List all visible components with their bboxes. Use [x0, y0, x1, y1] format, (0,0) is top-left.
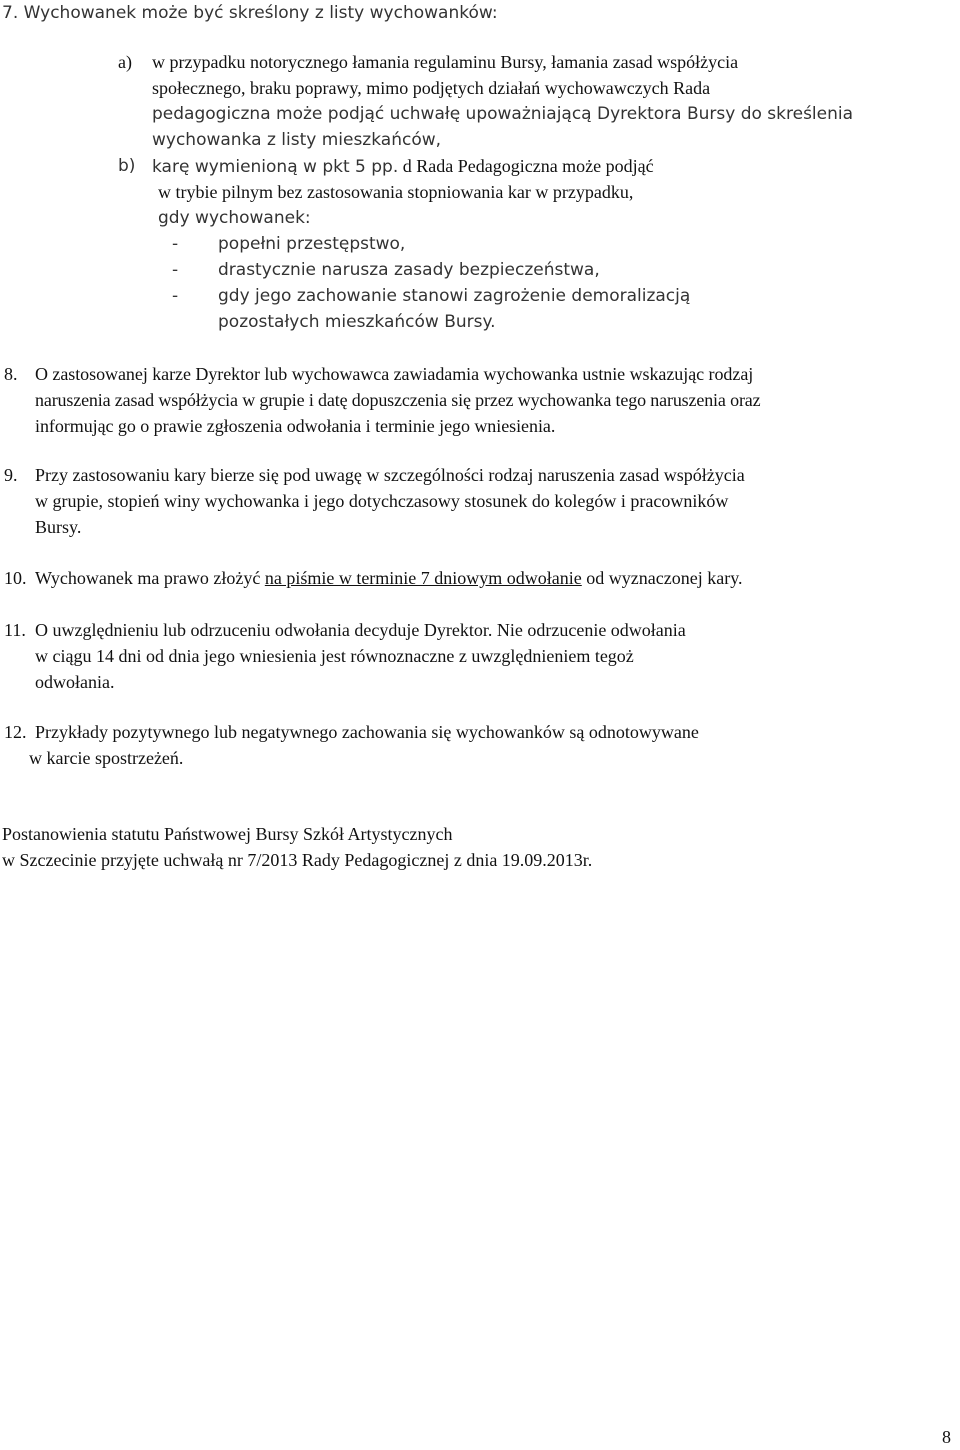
list-item-b [152, 153, 654, 179]
section-8-text [35, 361, 760, 439]
section-11-number: 11. [4, 620, 26, 640]
list-item-b-line-3: gdy wychowanek: [158, 208, 311, 228]
list-item-b-line-1b: d Rada Pedagogiczna może podjąć [398, 156, 654, 176]
section-11-line-3: odwołania. [35, 672, 115, 692]
section-7-number: 7. [2, 3, 19, 23]
list-label-b: b) [118, 156, 136, 176]
list-item-b-continuation [158, 179, 633, 231]
dash-1: - [172, 234, 179, 254]
section-8-line-3: informując go o prawie zgłoszenia odwołania i terminie jego wniesienia. [35, 416, 556, 436]
list-item-a [152, 49, 853, 153]
dash-item-3-continuation: pozostałych mieszkańców Bursy. [218, 312, 496, 332]
section-10-pre: Wychowanek ma prawo złożyć [35, 568, 265, 588]
list-item-a-line-1: w przypadku notorycznego łamania regulaminu Bursy, łamania zasad współżycia [152, 52, 739, 72]
section-10-underlined: na piśmie w terminie 7 dniowym odwołanie [264, 568, 582, 588]
list-item-b-line-1a: karę wymienioną w pkt 5 pp. [152, 157, 399, 177]
list-item-a-line-4: wychowanka z listy mieszkańców, [152, 130, 442, 150]
section-10-number: 10. [4, 568, 27, 588]
dash-2: - [172, 260, 179, 280]
list-label-a: a) [118, 52, 132, 72]
section-10-post: od wyznaczonej kary. [581, 568, 743, 588]
section-12-line-1: Przykłady pozytywnego lub negatywnego zachowania się wychowanków są odnotowywane [35, 722, 699, 742]
section-8-line-2: naruszenia zasad współżycia w grupie i datę dopuszczenia się przez wychowanka tego naruszenia oraz [35, 390, 761, 410]
statute-footer [2, 821, 592, 873]
page-number: 8 [942, 1427, 951, 1447]
section-12-number: 12. [4, 722, 27, 742]
section-11-line-2: w ciągu 14 dni od dnia jego wniesienia jest równoznaczne z uwzględnieniem tegoż [35, 646, 634, 666]
section-7-heading [2, 0, 498, 26]
section-12-line-2: w karcie spostrzeżeń. [29, 748, 184, 768]
section-8-line-1: O zastosowanej karze Dyrektor lub wychowawca zawiadamia wychowanka ustnie wskazując rodzaj [35, 364, 754, 384]
dash-item-3: gdy jego zachowanie stanowi zagrożenie demoralizacją [218, 286, 691, 306]
list-item-b-line-2: w trybie pilnym bez zastosowania stopniowania kar w przypadku, [158, 182, 634, 202]
dash-3: - [172, 286, 179, 306]
section-10-text [35, 565, 743, 591]
section-9-text [35, 462, 745, 540]
section-7-title: Wychowanek może być skreślony z listy wychowanków: [23, 3, 498, 23]
section-9-line-2: w grupie, stopień winy wychowanka i jego dotychczasowy stosunek do kolegów i pracowników [35, 491, 729, 511]
section-12-text [29, 719, 699, 771]
section-11-line-1: O uwzględnieniu lub odrzuceniu odwołania decyduje Dyrektor. Nie odrzucenie odwołania [35, 620, 686, 640]
statute-footer-line-1: Postanowienia statutu Państwowej Bursy Szkół Artystycznych [2, 824, 453, 844]
statute-footer-line-2: w Szczecinie przyjęte uchwałą nr 7/2013 Rady Pedagogicznej z dnia 19.09.2013r. [2, 850, 593, 870]
dash-item-2: drastycznie narusza zasady bezpieczeństwa, [218, 260, 600, 280]
list-item-a-line-3: pedagogiczna może podjąć uchwałę upoważniającą Dyrektora Bursy do skreślenia [152, 104, 854, 124]
section-9-line-3: Bursy. [35, 517, 82, 537]
section-8-number: 8. [4, 364, 18, 384]
section-11-text [35, 617, 686, 695]
section-9-number: 9. [4, 465, 18, 485]
list-item-a-line-2: społecznego, braku poprawy, mimo podjętych działań wychowawczych Rada [152, 78, 711, 98]
section-9-line-1: Przy zastosowaniu kary bierze się pod uwagę w szczególności rodzaj naruszenia zasad współżycia [35, 465, 745, 485]
dash-item-1: popełni przestępstwo, [218, 234, 406, 254]
